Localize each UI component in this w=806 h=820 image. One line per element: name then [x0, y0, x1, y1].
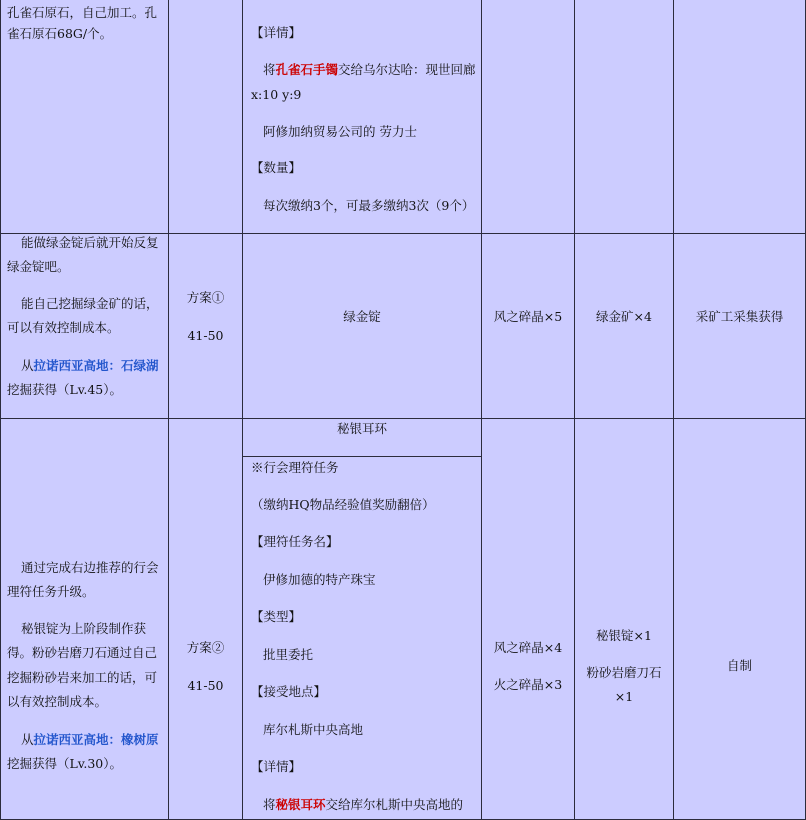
row3-material-cell — [574, 418, 674, 820]
row2-item-cell — [242, 233, 482, 419]
row2-desc-p3 — [21, 358, 159, 374]
row2-plan-label: 方案① — [186, 290, 225, 305]
row2-description-cell — [0, 233, 169, 419]
row3-plan-label: 方案② — [186, 640, 225, 655]
row3-desc-p2-line2: 得。粉砂岩磨刀石通过自己 — [7, 645, 158, 660]
row1-quest-cell — [242, 0, 482, 234]
row1-detail-header: 【详情】 — [251, 25, 302, 40]
row2-crystal-1: 风之碎晶×5 — [493, 309, 563, 324]
row1-qty-header: 【数量】 — [251, 160, 302, 175]
row3-detail-post: 交给库尔札斯中央高地的 — [325, 797, 464, 812]
row1-desc-line1: 孔雀石原石，自己加工。孔 — [7, 5, 158, 20]
row3-source-cell — [673, 418, 806, 820]
row1-crystal-cell — [481, 0, 575, 234]
row3-item-cell — [242, 418, 482, 457]
row3-desc-p2-line3: 挖掘粉砂岩来加工的话，可 — [7, 670, 158, 685]
row3-quest-name-header: 【理符任务名】 — [251, 534, 339, 549]
row2-plan-cell — [168, 233, 243, 419]
row1-qty-text: 每次缴纳3个，可最多缴纳3次（9个） — [263, 198, 475, 213]
row3-quest-location-header: 【接受地点】 — [251, 684, 327, 699]
row2-desc-p1-line1: 能做绿金锭后就开始反复 — [21, 235, 159, 250]
row3-material-1: 秘银锭×1 — [596, 628, 652, 643]
row3-quest-location: 库尔札斯中央高地 — [263, 722, 364, 737]
row2-location-link[interactable]: 拉诺西亚高地：石绿湖 — [33, 358, 159, 373]
row3-source: 自制 — [726, 658, 752, 673]
row3-plan-cell — [168, 418, 243, 820]
row2-source: 采矿工采集获得 — [695, 309, 784, 324]
row3-material-2-qty: ×1 — [614, 689, 634, 704]
row3-level-range: 41-50 — [187, 678, 224, 693]
row1-description-cell — [0, 0, 169, 234]
row1-detail-post: 交给乌尔达哈：现世回廊 — [338, 62, 476, 77]
row2-material-1: 绿金矿×4 — [596, 309, 652, 324]
row3-description-cell — [0, 418, 169, 820]
row3-quest-category-header: 【类型】 — [251, 609, 302, 624]
row1-plan-cell — [168, 0, 243, 234]
row3-quest-detail — [263, 797, 463, 813]
row1-detail-pre: 将 — [263, 62, 276, 77]
row1-source-cell — [673, 0, 806, 234]
row3-quest-bonus: （缴纳HQ物品经验值奖励翻倍） — [251, 497, 435, 512]
row3-material-2: 粉砂岩磨刀石 — [586, 665, 662, 680]
row2-desc-p2-line1: 能自己挖掘绿金矿的话， — [21, 296, 159, 311]
row3-detail-item-link[interactable]: 秘银耳环 — [275, 797, 326, 812]
row2-material-cell — [574, 233, 674, 419]
row3-desc-p2-line1: 秘银锭为上阶段制作获 — [21, 621, 147, 636]
row1-detail-item-link[interactable]: 孔雀石手镯 — [275, 62, 339, 77]
row2-level-range: 41-50 — [187, 328, 224, 343]
row3-desc-p3-pre: 从 — [21, 732, 34, 747]
row1-desc-line2: 雀石原石68G/个。 — [7, 26, 113, 41]
row1-material-cell — [574, 0, 674, 234]
row3-crystal-1: 风之碎晶×4 — [493, 640, 563, 655]
row2-desc-p2-line2: 可以有效控制成本。 — [7, 320, 120, 335]
row3-quest-name: 伊修加德的特产珠宝 — [263, 572, 376, 587]
row3-desc-p3 — [21, 732, 159, 748]
row3-desc-p3-line2: 挖掘获得（Lv.30）。 — [7, 756, 123, 771]
row2-item-name: 绿金锭 — [343, 309, 381, 324]
row3-desc-p1-line2: 理符任务升级。 — [7, 584, 95, 599]
row3-quest-detail-header: 【详情】 — [251, 759, 302, 774]
row3-desc-p2-line4: 以有效控制成本。 — [7, 694, 108, 709]
row3-crystal-2: 火之碎晶×3 — [493, 677, 563, 692]
row1-npc: 阿修加纳贸易公司的 劳力士 — [263, 124, 417, 139]
row2-desc-p3-pre: 从 — [21, 358, 34, 373]
row3-quest-cell — [242, 456, 482, 820]
row3-crystal-cell — [481, 418, 575, 820]
row2-crystal-cell — [481, 233, 575, 419]
row2-desc-p1-line2: 绿金锭吧。 — [7, 259, 70, 274]
row1-detail-coord: x:10 y:9 — [251, 87, 302, 102]
row3-location-link[interactable]: 拉诺西亚高地：橡树原 — [33, 732, 159, 747]
row2-desc-p3-line2: 挖掘获得（Lv.45）。 — [7, 382, 123, 397]
row3-detail-pre: 将 — [263, 797, 276, 812]
row3-desc-p1-line1: 通过完成右边推荐的行会 — [21, 560, 159, 575]
row2-source-cell — [673, 233, 806, 419]
row3-quest-type: ※行会理符任务 — [251, 460, 339, 475]
row1-detail-text — [263, 62, 476, 78]
row3-item-name: 秘银耳环 — [336, 421, 387, 436]
row3-quest-category: 批里委托 — [263, 647, 314, 662]
